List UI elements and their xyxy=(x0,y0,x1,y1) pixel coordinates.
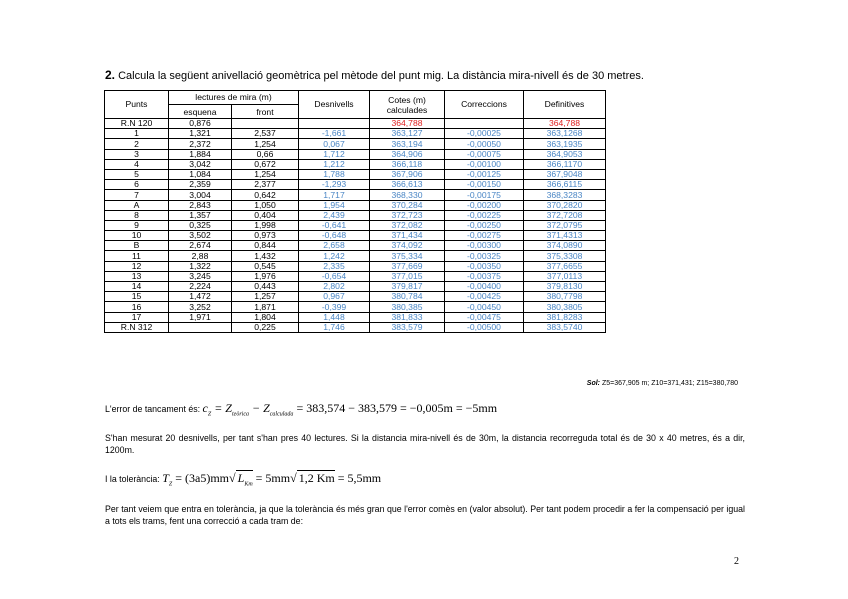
formula-tolerance-result: = 5,5mm xyxy=(334,471,382,485)
cell-desnivell: -0,399 xyxy=(299,302,370,312)
cell-front: 1,432 xyxy=(232,251,299,261)
cell-cota: 370,284 xyxy=(370,200,445,210)
formula-5mm: = 5mm xyxy=(252,471,291,485)
cell-desnivell: -1,293 xyxy=(299,180,370,190)
cell-front: 0,443 xyxy=(232,282,299,292)
levelling-table xyxy=(104,90,606,333)
tolerance-lead: I la tolerància: xyxy=(105,474,160,484)
cell-esquena: 1,357 xyxy=(169,210,232,220)
cell-definitiva: 363,1268 xyxy=(524,129,606,139)
table-row xyxy=(105,292,606,302)
cell-front: 0,66 xyxy=(232,149,299,159)
cell-desnivell: 1,954 xyxy=(299,200,370,210)
cell-definitiva: 381,8283 xyxy=(524,312,606,322)
cell-esquena xyxy=(169,322,232,332)
cell-esquena: 3,252 xyxy=(169,302,232,312)
cell-cota: 381,833 xyxy=(370,312,445,322)
cell-front: 1,050 xyxy=(232,200,299,210)
cell-desnivell: -1,661 xyxy=(299,129,370,139)
cell-correccio: -0,00350 xyxy=(445,261,524,271)
cell-cota: 366,118 xyxy=(370,159,445,169)
solution-values: Z5=367,905 m; Z10=371,431; Z15=380,780 xyxy=(601,380,738,387)
cell-definitiva: 363,1935 xyxy=(524,139,606,149)
cell-definitiva: 370,2820 xyxy=(524,200,606,210)
solution-label: Sol: xyxy=(586,380,601,387)
table-row xyxy=(105,251,606,261)
cell-definitiva: 372,7208 xyxy=(524,210,606,220)
cell-front: 2,537 xyxy=(232,129,299,139)
cell-esquena: 2,372 xyxy=(169,139,232,149)
cell-cota: 368,330 xyxy=(370,190,445,200)
cell-desnivell: -0,641 xyxy=(299,220,370,230)
table-row xyxy=(105,210,606,220)
cell-esquena: 3,245 xyxy=(169,271,232,281)
table-row xyxy=(105,312,606,322)
cell-esquena: 2,88 xyxy=(169,251,232,261)
cell-definitiva: 372,0795 xyxy=(524,220,606,230)
cell-correccio: -0,00275 xyxy=(445,231,524,241)
cell-correccio: -0,00150 xyxy=(445,180,524,190)
cell-correccio: -0,00025 xyxy=(445,129,524,139)
table-row xyxy=(105,322,606,332)
table-row xyxy=(105,241,606,251)
sqrt-radicand-2: 1,2 Km xyxy=(298,471,335,485)
cell-punt: R.N 120 xyxy=(105,119,169,129)
table-row xyxy=(105,149,606,159)
cell-punt: 8 xyxy=(105,210,169,220)
cell-cota: 372,082 xyxy=(370,220,445,230)
tolerance-formula: $T_Z = (3a5)mm√$ $L_{Km} = 5mm√$ 1,2 Km = 5,5mm xyxy=(162,471,382,488)
table-body xyxy=(105,119,606,333)
cell-cota: 372,723 xyxy=(370,210,445,220)
cell-desnivell: 1,242 xyxy=(299,251,370,261)
cell-punt: 7 xyxy=(105,190,169,200)
cell-cota: 363,194 xyxy=(370,139,445,149)
cell-cota: 379,817 xyxy=(370,282,445,292)
table-row xyxy=(105,261,606,271)
table-row xyxy=(105,129,606,139)
cell-correccio: -0,00300 xyxy=(445,241,524,251)
cell-correccio: -0,00375 xyxy=(445,271,524,281)
cell-definitiva: 366,1170 xyxy=(524,159,606,169)
cell-esquena: 0,876 xyxy=(169,119,232,129)
cell-definitiva: 377,0113 xyxy=(524,271,606,281)
table-row xyxy=(105,302,606,312)
cell-front: 0,642 xyxy=(232,190,299,200)
cell-correccio: -0,00050 xyxy=(445,139,524,149)
cell-front: 1,998 xyxy=(232,220,299,230)
cell-definitiva: 364,9053 xyxy=(524,149,606,159)
radicand-l-sub: Km xyxy=(244,481,253,488)
cell-esquena: 1,084 xyxy=(169,169,232,179)
header-cotes-line1: Cotes (m) xyxy=(388,94,426,105)
cell-cota: 380,784 xyxy=(370,292,445,302)
formula-z-calculated: − Z xyxy=(248,401,270,415)
cell-desnivell: 1,746 xyxy=(299,322,370,332)
cell-esquena: 3,502 xyxy=(169,231,232,241)
cell-esquena: 2,674 xyxy=(169,241,232,251)
cell-punt: B xyxy=(105,241,169,251)
cell-correccio: -0,00325 xyxy=(445,251,524,261)
cell-front: 0,672 xyxy=(232,159,299,169)
page-number: 2 xyxy=(734,556,739,567)
formula-z-theoretical: = Z xyxy=(211,401,232,415)
table-row xyxy=(105,220,606,230)
header-cotes xyxy=(370,91,445,119)
cell-desnivell: 1,717 xyxy=(299,190,370,200)
cell-front: 0,844 xyxy=(232,241,299,251)
header-front: front xyxy=(232,105,299,119)
cell-cota: 367,906 xyxy=(370,169,445,179)
cell-correccio xyxy=(445,119,524,129)
cell-esquena: 1,322 xyxy=(169,261,232,271)
cell-punt: 12 xyxy=(105,261,169,271)
exercise-statement: Calcula la següent anivellació geomètrica pel mètode del punt mig. La distància mira-nivell és de 30 metres. xyxy=(118,70,644,82)
cell-esquena: 2,359 xyxy=(169,180,232,190)
cell-desnivell: 1,212 xyxy=(299,159,370,169)
cell-correccio: -0,00500 xyxy=(445,322,524,332)
cell-front: 1,254 xyxy=(232,169,299,179)
cell-correccio: -0,00475 xyxy=(445,312,524,322)
cell-cota: 375,334 xyxy=(370,251,445,261)
cell-punt: 10 xyxy=(105,231,169,241)
cell-punt: 2 xyxy=(105,139,169,149)
cell-definitiva: 377,6655 xyxy=(524,261,606,271)
header-desnivells: Desnivells xyxy=(299,91,370,119)
radicand-l: L xyxy=(237,471,245,485)
cell-desnivell: 1,712 xyxy=(299,149,370,159)
cell-correccio: -0,00075 xyxy=(445,149,524,159)
formula-sub-teorica: teòrica xyxy=(231,411,249,418)
cell-definitiva: 375,3308 xyxy=(524,251,606,261)
cell-esquena: 3,042 xyxy=(169,159,232,169)
cell-punt: 13 xyxy=(105,271,169,281)
cell-correccio: -0,00125 xyxy=(445,169,524,179)
table-row xyxy=(105,190,606,200)
cell-definitiva: 371,4313 xyxy=(524,231,606,241)
header-punts: Punts xyxy=(105,91,169,119)
formula-t-sub: Z xyxy=(168,481,173,488)
cell-desnivell: 1,448 xyxy=(299,312,370,322)
cell-correccio: -0,00400 xyxy=(445,282,524,292)
table-row xyxy=(105,282,606,292)
cell-esquena: 0,325 xyxy=(169,220,232,230)
table-row xyxy=(105,119,606,129)
cell-cota: 371,434 xyxy=(370,231,445,241)
cell-punt: 11 xyxy=(105,251,169,261)
cell-front: 0,545 xyxy=(232,261,299,271)
cell-front: 0,225 xyxy=(232,322,299,332)
cell-cota: 380,385 xyxy=(370,302,445,312)
tolerance-line xyxy=(105,472,745,490)
cell-definitiva: 380,3805 xyxy=(524,302,606,312)
cell-front: 2,377 xyxy=(232,180,299,190)
cell-cota: 377,015 xyxy=(370,271,445,281)
closure-error-lead: L'error de tancament és: xyxy=(105,404,201,414)
exercise-number: 2. xyxy=(105,68,116,82)
cell-desnivell: -0,648 xyxy=(299,231,370,241)
cell-punt: 6 xyxy=(105,180,169,190)
formula-c-sub: Z xyxy=(207,411,212,418)
cell-cota: 363,127 xyxy=(370,129,445,139)
table-row xyxy=(105,271,606,281)
cell-esquena: 1,321 xyxy=(169,129,232,139)
cell-esquena: 1,472 xyxy=(169,292,232,302)
cell-punt: A xyxy=(105,200,169,210)
cell-punt: 17 xyxy=(105,312,169,322)
cell-front: 1,257 xyxy=(232,292,299,302)
table-row xyxy=(105,200,606,210)
cell-definitiva: 379,8130 xyxy=(524,282,606,292)
cell-desnivell: 2,802 xyxy=(299,282,370,292)
table-row xyxy=(105,169,606,179)
cell-front: 1,804 xyxy=(232,312,299,322)
header-esquena: esquena xyxy=(169,105,232,119)
cell-desnivell xyxy=(299,119,370,129)
cell-desnivell: 2,335 xyxy=(299,261,370,271)
cell-front xyxy=(232,119,299,129)
cell-definitiva: 368,3283 xyxy=(524,190,606,200)
cell-cota: 377,669 xyxy=(370,261,445,271)
cell-desnivell: 1,788 xyxy=(299,169,370,179)
cell-correccio: -0,00450 xyxy=(445,302,524,312)
formula-coefficient: = (3a5)mm xyxy=(172,471,230,485)
cell-esquena: 3,004 xyxy=(169,190,232,200)
sqrt-radicand-1 xyxy=(236,470,253,488)
cell-esquena: 2,224 xyxy=(169,282,232,292)
cell-front: 1,254 xyxy=(232,139,299,149)
cell-esquena: 1,971 xyxy=(169,312,232,322)
solution-note xyxy=(587,380,738,387)
cell-correccio: -0,00225 xyxy=(445,210,524,220)
cell-punt: 15 xyxy=(105,292,169,302)
cell-front: 0,973 xyxy=(232,231,299,241)
cell-esquena: 2,843 xyxy=(169,200,232,210)
formula-c: c xyxy=(202,401,208,415)
cell-definitiva: 367,9048 xyxy=(524,169,606,179)
table-row xyxy=(105,159,606,169)
cell-correccio: -0,00250 xyxy=(445,220,524,230)
formula-result: = 383,574 − 383,579 = −0,005m = −5mm xyxy=(293,401,498,415)
cell-correccio: -0,00425 xyxy=(445,292,524,302)
cell-cota: 366,613 xyxy=(370,180,445,190)
cell-desnivell: 2,658 xyxy=(299,241,370,251)
cell-punt: 3 xyxy=(105,149,169,159)
cell-definitiva: 383,5740 xyxy=(524,322,606,332)
cell-punt: 5 xyxy=(105,169,169,179)
cell-definitiva: 366,6115 xyxy=(524,180,606,190)
cell-cota: 383,579 xyxy=(370,322,445,332)
cell-cota: 364,788 xyxy=(370,119,445,129)
cell-punt: 14 xyxy=(105,282,169,292)
header-lectures: lectures de mira (m) xyxy=(169,91,299,105)
table-row xyxy=(105,139,606,149)
cell-cota: 374,092 xyxy=(370,241,445,251)
cell-punt: 1 xyxy=(105,129,169,139)
cell-definitiva: 380,7798 xyxy=(524,292,606,302)
cell-cota: 364,906 xyxy=(370,149,445,159)
formula-sub-calculada: calculada xyxy=(269,411,294,418)
cell-punt: 16 xyxy=(105,302,169,312)
cell-front: 0,404 xyxy=(232,210,299,220)
cell-front: 1,976 xyxy=(232,271,299,281)
cell-punt: R.N 312 xyxy=(105,322,169,332)
paragraph-compensation: Per tant veiem que entra en tolerància, ja que la tolerància és més gran que l'error comès en (valor absolut). Per tant podem procedir a fer la compensació per igual a tots els trams, fent una correcció a cada tram de: xyxy=(105,504,745,526)
cell-punt: 9 xyxy=(105,220,169,230)
formula-t: T xyxy=(162,471,169,485)
table-row xyxy=(105,231,606,241)
cell-correccio: -0,00100 xyxy=(445,159,524,169)
cell-desnivell: 2,439 xyxy=(299,210,370,220)
cell-esquena: 1,884 xyxy=(169,149,232,159)
cell-definitiva: 374,0890 xyxy=(524,241,606,251)
cell-desnivell: 0,067 xyxy=(299,139,370,149)
header-correccions: Correccions xyxy=(445,91,524,119)
exercise-heading xyxy=(105,68,644,82)
cell-correccio: -0,00200 xyxy=(445,200,524,210)
header-cotes-line2: calculades xyxy=(386,104,428,115)
cell-correccio: -0,00175 xyxy=(445,190,524,200)
cell-punt: 4 xyxy=(105,159,169,169)
closure-error-formula xyxy=(202,401,498,418)
cell-desnivell: 0,967 xyxy=(299,292,370,302)
header-definitives: Definitives xyxy=(524,91,606,119)
cell-desnivell: -0,654 xyxy=(299,271,370,281)
closure-error-line xyxy=(105,402,745,420)
table-row xyxy=(105,180,606,190)
cell-definitiva: 364,788 xyxy=(524,119,606,129)
cell-front: 1,871 xyxy=(232,302,299,312)
paragraph-readings: S'han mesurat 20 desnivells, per tant s'han pres 40 lectures. Si la distancia mira-nivell és de 30m, la distancia recorreguda total és de 30 x 40 metres, és a dir, 1200m. xyxy=(105,433,745,455)
